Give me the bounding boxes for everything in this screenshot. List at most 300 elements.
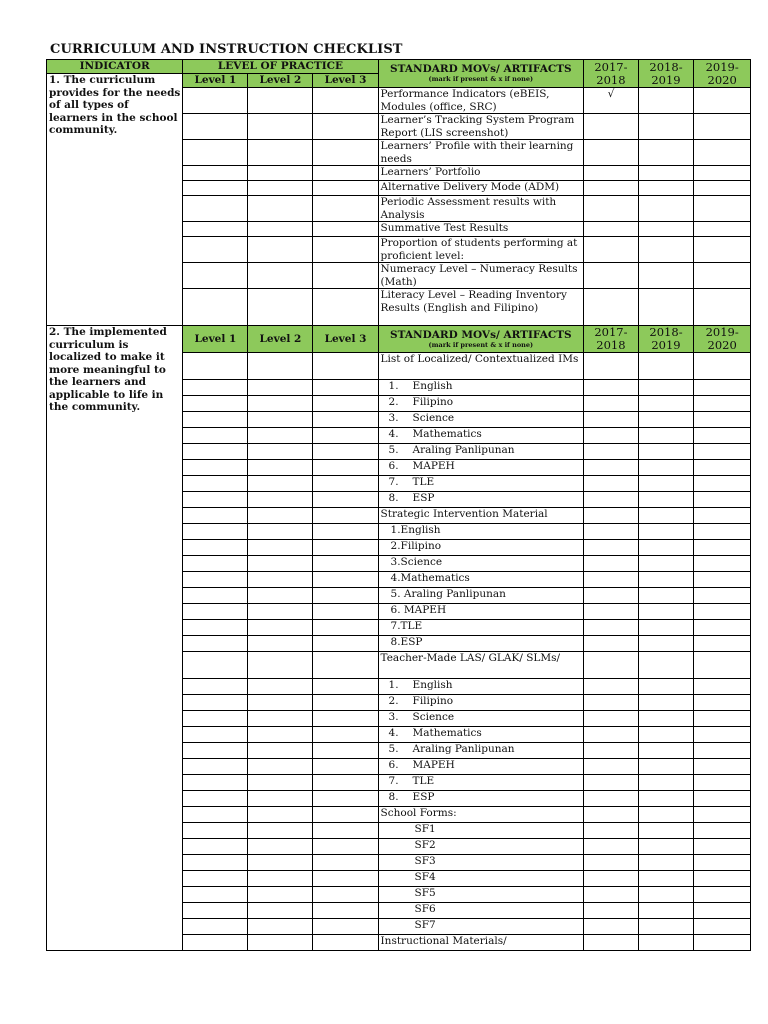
level-cell[interactable] (248, 140, 313, 166)
level-cell[interactable] (183, 727, 248, 743)
year-2019-2020-cell[interactable] (694, 412, 751, 428)
level-cell[interactable] (183, 620, 248, 636)
year-2017-2018-cell[interactable] (584, 524, 639, 540)
year-2017-2018-cell[interactable] (584, 871, 639, 887)
year-2019-2020-cell[interactable] (694, 428, 751, 444)
year-2019-2020-cell[interactable] (694, 636, 751, 652)
year-2019-2020-cell[interactable] (694, 935, 751, 951)
year-2018-2019-cell[interactable] (638, 508, 694, 524)
level-cell[interactable] (313, 807, 378, 823)
level-cell[interactable] (183, 823, 248, 839)
level-cell[interactable] (313, 775, 378, 791)
year-2019-2020-cell[interactable] (694, 791, 751, 807)
year-2018-2019-cell[interactable] (638, 460, 694, 476)
level-cell[interactable] (248, 903, 313, 919)
year-2017-2018-cell[interactable] (584, 492, 639, 508)
year-header-2019-2020: 2019-2020 (694, 326, 751, 353)
level-cell[interactable] (313, 871, 378, 887)
year-2017-2018-cell[interactable] (584, 460, 639, 476)
year-2017-2018-cell[interactable] (584, 140, 639, 166)
year-2018-2019-cell[interactable] (638, 572, 694, 588)
year-2017-2018-cell[interactable] (584, 237, 639, 263)
year-2018-2019-cell[interactable] (638, 743, 694, 759)
level-cell[interactable] (248, 237, 313, 263)
year-2017-2018-cell[interactable] (584, 289, 639, 326)
level-cell[interactable] (248, 679, 313, 695)
level-cell[interactable] (313, 492, 378, 508)
year-2017-2018-cell[interactable] (584, 652, 639, 679)
level-cell[interactable] (248, 196, 313, 222)
year-2019-2020-cell[interactable] (694, 460, 751, 476)
level-cell[interactable] (183, 919, 248, 935)
level-cell[interactable] (248, 508, 313, 524)
level-cell[interactable] (248, 727, 313, 743)
year-2018-2019-cell[interactable] (638, 540, 694, 556)
level-cell[interactable] (313, 727, 378, 743)
year-2018-2019-cell[interactable] (638, 759, 694, 775)
year-2017-2018-cell[interactable] (584, 412, 639, 428)
level-cell[interactable] (183, 791, 248, 807)
level-cell[interactable] (248, 695, 313, 711)
year-2018-2019-cell[interactable] (638, 823, 694, 839)
year-2017-2018-cell[interactable] (584, 620, 639, 636)
year-2019-2020-cell[interactable] (694, 524, 751, 540)
year-2019-2020-cell[interactable] (694, 88, 751, 114)
level-cell[interactable] (183, 492, 248, 508)
year-2018-2019-cell[interactable] (638, 181, 694, 196)
year-2017-2018-cell[interactable] (584, 839, 639, 855)
level-cell[interactable] (248, 887, 313, 903)
level-cell[interactable] (313, 903, 378, 919)
level-cell[interactable] (313, 919, 378, 935)
year-2017-2018-cell[interactable] (584, 919, 639, 935)
mov-subitem (378, 396, 584, 412)
level-cell[interactable] (313, 396, 378, 412)
year-2019-2020-cell[interactable] (694, 604, 751, 620)
level-cell[interactable] (183, 166, 248, 181)
year-2018-2019-cell[interactable] (638, 114, 694, 140)
level-cell[interactable] (248, 919, 313, 935)
level-cell[interactable] (183, 871, 248, 887)
level-cell[interactable] (183, 588, 248, 604)
level-cell[interactable] (248, 263, 313, 289)
level-cell[interactable] (313, 444, 378, 460)
year-2018-2019-cell[interactable] (638, 935, 694, 951)
year-2019-2020-cell[interactable] (694, 196, 751, 222)
year-2018-2019-cell[interactable] (638, 289, 694, 326)
level-cell[interactable] (183, 508, 248, 524)
level-cell[interactable] (313, 855, 378, 871)
year-2018-2019-cell[interactable] (638, 476, 694, 492)
level-cell[interactable] (313, 88, 378, 114)
year-2018-2019-cell[interactable] (638, 263, 694, 289)
year-2018-2019-cell[interactable] (638, 620, 694, 636)
level-cell[interactable] (313, 743, 378, 759)
page-title: CURRICULUM AND INSTRUCTION CHECKLIST (50, 42, 403, 57)
level-cell[interactable] (183, 935, 248, 951)
level-cell[interactable] (183, 380, 248, 396)
level-cell[interactable] (313, 791, 378, 807)
year-2017-2018-cell[interactable] (584, 444, 639, 460)
year-2019-2020-cell[interactable] (694, 887, 751, 903)
level-cell[interactable] (183, 652, 248, 679)
level-cell[interactable] (248, 353, 313, 380)
year-2018-2019-cell[interactable] (638, 140, 694, 166)
level-cell[interactable] (248, 181, 313, 196)
level-cell[interactable] (183, 604, 248, 620)
level-cell[interactable] (248, 166, 313, 181)
level-cell[interactable] (313, 588, 378, 604)
year-2019-2020-cell[interactable] (694, 572, 751, 588)
level-cell[interactable] (313, 524, 378, 540)
level-cell[interactable] (313, 556, 378, 572)
year-2019-2020-cell[interactable] (694, 839, 751, 855)
level-cell[interactable] (248, 743, 313, 759)
level-cell[interactable] (183, 679, 248, 695)
level-cell[interactable] (183, 855, 248, 871)
mov-item: Learners’ Portfolio (378, 166, 584, 181)
year-2018-2019-cell[interactable] (638, 871, 694, 887)
year-2017-2018-cell[interactable] (584, 711, 639, 727)
year-2018-2019-cell[interactable] (638, 428, 694, 444)
level-cell[interactable] (248, 620, 313, 636)
level-cell[interactable] (313, 476, 378, 492)
year-2018-2019-cell[interactable] (638, 791, 694, 807)
year-2017-2018-cell[interactable] (584, 380, 639, 396)
mov-subitem-number: 5. (388, 743, 399, 755)
level-cell[interactable] (248, 114, 313, 140)
year-2017-2018-cell[interactable] (584, 196, 639, 222)
level-cell[interactable] (248, 444, 313, 460)
level-cell[interactable] (248, 759, 313, 775)
level-cell[interactable] (248, 380, 313, 396)
year-2019-2020-cell[interactable] (694, 540, 751, 556)
level-cell[interactable] (313, 636, 378, 652)
year-2017-2018-cell[interactable] (584, 114, 639, 140)
year-header-2017-2018: 2017-2018 (584, 326, 639, 353)
level-cell[interactable] (313, 887, 378, 903)
level-cell[interactable] (183, 903, 248, 919)
level-cell[interactable] (248, 588, 313, 604)
level-cell[interactable] (248, 540, 313, 556)
level-cell[interactable] (313, 412, 378, 428)
mov-subitem-number: 1. (388, 679, 399, 691)
year-2017-2018-cell[interactable] (584, 791, 639, 807)
mov-subitem-number: 7. (388, 476, 399, 488)
year-2018-2019-cell[interactable] (638, 353, 694, 380)
year-2017-2018-cell[interactable] (584, 679, 639, 695)
year-2018-2019-cell[interactable] (638, 839, 694, 855)
level-cell[interactable] (313, 759, 378, 775)
level-cell[interactable] (248, 791, 313, 807)
year-2019-2020-cell[interactable] (694, 588, 751, 604)
level-cell[interactable] (183, 695, 248, 711)
year-2018-2019-cell[interactable] (638, 679, 694, 695)
level-cell[interactable] (313, 695, 378, 711)
year-2017-2018-cell[interactable] (584, 540, 639, 556)
movs-header-note: (mark if present & x if none) (428, 75, 534, 83)
year-2018-2019-cell[interactable] (638, 222, 694, 237)
mov-subitem (378, 759, 584, 775)
level-cell[interactable] (183, 839, 248, 855)
level-cell[interactable] (248, 823, 313, 839)
mov-item: Learner’s Tracking System Program Report (LIS screenshot) (378, 114, 584, 140)
level-cell[interactable] (248, 556, 313, 572)
level-cell[interactable] (248, 289, 313, 326)
year-2017-2018-cell[interactable] (584, 263, 639, 289)
year-2019-2020-cell[interactable] (694, 263, 751, 289)
level-cell[interactable] (313, 620, 378, 636)
level-cell[interactable] (248, 492, 313, 508)
level-cell[interactable] (248, 412, 313, 428)
level-cell[interactable] (183, 196, 248, 222)
level-cell[interactable] (313, 289, 378, 326)
year-2017-2018-cell[interactable] (584, 935, 639, 951)
year-2018-2019-cell[interactable] (638, 652, 694, 679)
year-2018-2019-cell[interactable] (638, 444, 694, 460)
mov-subitem-label: Mathematics (412, 428, 482, 440)
year-2019-2020-cell[interactable] (694, 620, 751, 636)
year-2019-2020-cell[interactable] (694, 556, 751, 572)
year-2019-2020-cell[interactable] (694, 444, 751, 460)
year-2018-2019-cell[interactable] (638, 775, 694, 791)
level-cell[interactable] (248, 604, 313, 620)
level-cell[interactable] (313, 428, 378, 444)
level-cell[interactable] (183, 237, 248, 263)
year-2018-2019-cell[interactable] (638, 711, 694, 727)
level-cell[interactable] (313, 935, 378, 951)
level-cell[interactable] (183, 572, 248, 588)
year-2018-2019-cell[interactable] (638, 855, 694, 871)
year-2017-2018-cell[interactable] (584, 353, 639, 380)
year-2017-2018-cell[interactable] (584, 775, 639, 791)
level-cell[interactable] (183, 444, 248, 460)
level-cell[interactable] (248, 476, 313, 492)
year-2019-2020-cell[interactable] (694, 903, 751, 919)
year-2017-2018-cell[interactable] (584, 476, 639, 492)
level-cell[interactable] (248, 636, 313, 652)
level-cell[interactable] (248, 935, 313, 951)
level-cell[interactable] (313, 140, 378, 166)
year-2017-2018-cell[interactable] (584, 855, 639, 871)
level-cell[interactable] (248, 396, 313, 412)
level-cell[interactable] (183, 807, 248, 823)
level-cell[interactable] (248, 711, 313, 727)
year-2019-2020-cell[interactable] (694, 743, 751, 759)
level-cell[interactable] (183, 887, 248, 903)
year-2018-2019-cell[interactable] (638, 196, 694, 222)
level-cell[interactable] (248, 807, 313, 823)
level-cell[interactable] (183, 636, 248, 652)
mov-subitem (378, 380, 584, 396)
mov-subitem: 7.TLE (378, 620, 584, 636)
year-2018-2019-cell[interactable] (638, 588, 694, 604)
year-2018-2019-cell[interactable] (638, 807, 694, 823)
level-cell[interactable] (313, 166, 378, 181)
year-2017-2018-cell[interactable] (584, 695, 639, 711)
year-header-2017-2018: 2017-2018 (584, 60, 639, 88)
year-2018-2019-cell[interactable] (638, 412, 694, 428)
mov-subitem (378, 444, 584, 460)
mov-subitem: 4.Mathematics (378, 572, 584, 588)
checklist-table (46, 59, 751, 951)
year-2018-2019-cell[interactable] (638, 492, 694, 508)
year-2019-2020-cell[interactable] (694, 727, 751, 743)
level-cell[interactable] (248, 460, 313, 476)
year-2017-2018-cell[interactable] (584, 166, 639, 181)
mov-item: Numeracy Level – Numeracy Results (Math) (378, 263, 584, 289)
year-2017-2018-cell[interactable] (584, 903, 639, 919)
year-2019-2020-cell[interactable] (694, 114, 751, 140)
level-cell[interactable] (248, 839, 313, 855)
year-2019-2020-cell[interactable] (694, 759, 751, 775)
level-cell[interactable] (183, 476, 248, 492)
year-2019-2020-cell[interactable] (694, 492, 751, 508)
year-2017-2018-cell[interactable] (584, 396, 639, 412)
school-form-item: SF6 (378, 903, 584, 919)
level-cell[interactable] (313, 237, 378, 263)
mov-subitem-label: Science (412, 711, 455, 723)
level-cell[interactable] (313, 839, 378, 855)
level-cell[interactable] (183, 556, 248, 572)
level-cell[interactable] (248, 855, 313, 871)
year-2019-2020-cell[interactable] (694, 181, 751, 196)
level-cell[interactable] (183, 181, 248, 196)
year-2017-2018-cell[interactable] (584, 807, 639, 823)
mov-item: Proportion of students performing at proficient level: (378, 237, 584, 263)
year-2019-2020-cell[interactable] (694, 508, 751, 524)
year-2019-2020-cell[interactable] (694, 380, 751, 396)
level-cell[interactable] (183, 412, 248, 428)
year-2018-2019-cell[interactable] (638, 727, 694, 743)
year-2017-2018-cell[interactable] (584, 556, 639, 572)
year-2019-2020-cell[interactable] (694, 237, 751, 263)
year-2017-2018-cell[interactable] (584, 222, 639, 237)
year-2019-2020-cell[interactable] (694, 166, 751, 181)
level-cell[interactable] (248, 652, 313, 679)
indicator-1-text: 1. The curriculum provides for the needs of all types of learners in the school community. (47, 74, 183, 326)
year-2019-2020-cell[interactable] (694, 919, 751, 935)
year-2019-2020-cell[interactable] (694, 652, 751, 679)
year-2019-2020-cell[interactable] (694, 353, 751, 380)
year-2017-2018-cell[interactable]: √ (584, 88, 639, 114)
year-2018-2019-cell[interactable] (638, 396, 694, 412)
level-cell[interactable] (313, 508, 378, 524)
level-cell[interactable] (183, 88, 248, 114)
level-cell[interactable] (313, 572, 378, 588)
year-2018-2019-cell[interactable] (638, 919, 694, 935)
level-cell[interactable] (313, 652, 378, 679)
year-2019-2020-cell[interactable] (694, 775, 751, 791)
level-cell[interactable] (183, 711, 248, 727)
year-2018-2019-cell[interactable] (638, 88, 694, 114)
level-cell[interactable] (248, 222, 313, 237)
year-2019-2020-cell[interactable] (694, 855, 751, 871)
year-2019-2020-cell[interactable] (694, 476, 751, 492)
level-cell[interactable] (248, 524, 313, 540)
level-cell[interactable] (183, 396, 248, 412)
level-cell[interactable] (313, 114, 378, 140)
year-2018-2019-cell[interactable] (638, 636, 694, 652)
level-cell[interactable] (313, 353, 378, 380)
level-cell[interactable] (313, 679, 378, 695)
level-cell[interactable] (183, 540, 248, 556)
year-2018-2019-cell[interactable] (638, 903, 694, 919)
year-2019-2020-cell[interactable] (694, 695, 751, 711)
level-cell[interactable] (183, 524, 248, 540)
level-cell[interactable] (183, 289, 248, 326)
level-cell[interactable] (248, 572, 313, 588)
year-2017-2018-cell[interactable] (584, 572, 639, 588)
year-2018-2019-cell[interactable] (638, 237, 694, 263)
year-2019-2020-cell[interactable] (694, 871, 751, 887)
level-cell[interactable] (183, 460, 248, 476)
year-2019-2020-cell[interactable] (694, 396, 751, 412)
year-2019-2020-cell[interactable] (694, 679, 751, 695)
level-cell[interactable] (313, 380, 378, 396)
level-cell[interactable] (313, 711, 378, 727)
year-2017-2018-cell[interactable] (584, 887, 639, 903)
level-cell[interactable] (248, 775, 313, 791)
level-cell[interactable] (313, 181, 378, 196)
year-2018-2019-cell[interactable] (638, 166, 694, 181)
level-cell[interactable] (313, 222, 378, 237)
level-cell[interactable] (183, 428, 248, 444)
level-cell[interactable] (248, 871, 313, 887)
level-cell[interactable] (183, 353, 248, 380)
year-2017-2018-cell[interactable] (584, 636, 639, 652)
level-1-header: Level 1 (183, 74, 248, 88)
year-2019-2020-cell[interactable] (694, 807, 751, 823)
year-2017-2018-cell[interactable] (584, 727, 639, 743)
year-2017-2018-cell[interactable] (584, 181, 639, 196)
level-cell[interactable] (248, 88, 313, 114)
year-2018-2019-cell[interactable] (638, 887, 694, 903)
year-2019-2020-cell[interactable] (694, 289, 751, 326)
year-2018-2019-cell[interactable] (638, 380, 694, 396)
year-2018-2019-cell[interactable] (638, 556, 694, 572)
year-2018-2019-cell[interactable] (638, 604, 694, 620)
year-2019-2020-cell[interactable] (694, 823, 751, 839)
level-cell[interactable] (313, 196, 378, 222)
year-2017-2018-cell[interactable] (584, 759, 639, 775)
level-cell[interactable] (248, 428, 313, 444)
level-cell[interactable] (313, 604, 378, 620)
level-cell[interactable] (313, 823, 378, 839)
year-2017-2018-cell[interactable] (584, 823, 639, 839)
year-2017-2018-cell[interactable] (584, 588, 639, 604)
level-cell[interactable] (183, 263, 248, 289)
level-cell[interactable] (183, 775, 248, 791)
year-2017-2018-cell[interactable] (584, 743, 639, 759)
level-cell[interactable] (313, 263, 378, 289)
level-cell[interactable] (313, 460, 378, 476)
year-2019-2020-cell[interactable] (694, 140, 751, 166)
year-2018-2019-cell[interactable] (638, 524, 694, 540)
level-cell[interactable] (183, 114, 248, 140)
level-cell[interactable] (183, 140, 248, 166)
year-2017-2018-cell[interactable] (584, 508, 639, 524)
year-2018-2019-cell[interactable] (638, 695, 694, 711)
year-2017-2018-cell[interactable] (584, 604, 639, 620)
level-cell[interactable] (313, 540, 378, 556)
level-cell[interactable] (183, 743, 248, 759)
year-2017-2018-cell[interactable] (584, 428, 639, 444)
level-cell[interactable] (183, 759, 248, 775)
year-2019-2020-cell[interactable] (694, 711, 751, 727)
year-2019-2020-cell[interactable] (694, 222, 751, 237)
level-cell[interactable] (183, 222, 248, 237)
